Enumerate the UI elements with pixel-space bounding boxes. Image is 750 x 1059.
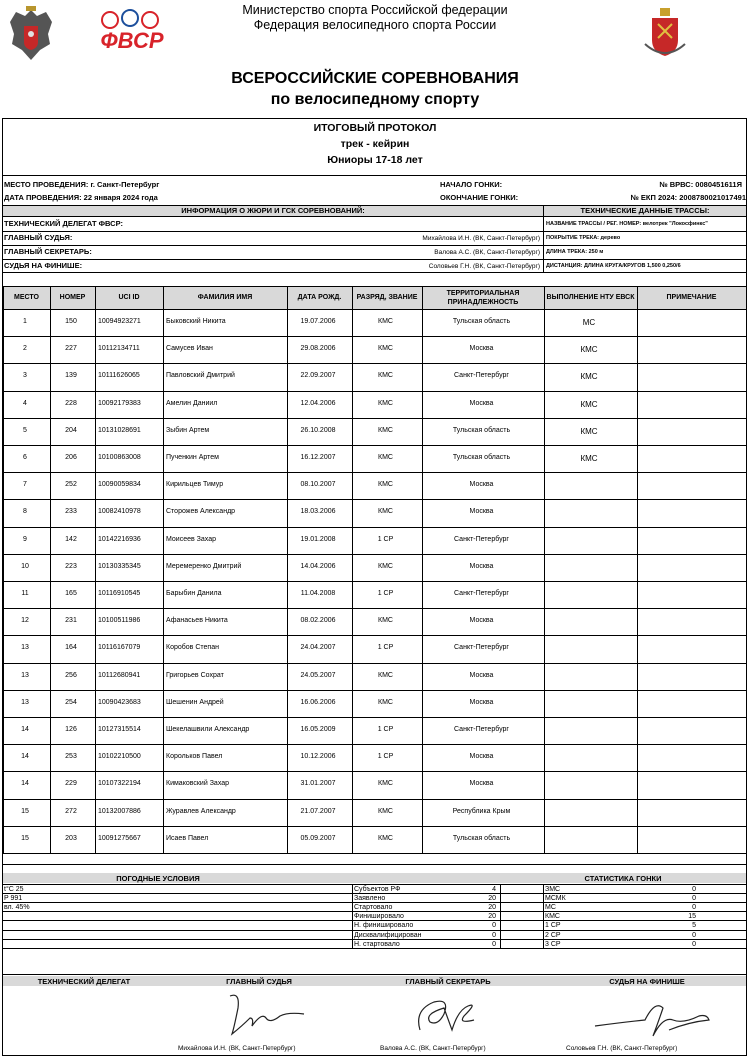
cell-birth-date: 16.05.2009 <box>300 726 336 733</box>
table-row <box>3 826 746 827</box>
cell-uci-id: 10100511986 <box>98 617 141 625</box>
track-info: ДИСТАНЦИЯ: ДЛИНА КРУГА/КРУГОВ 1,500 0,250/6 <box>546 263 681 269</box>
cell-birth-date: 24.05.2007 <box>300 671 336 679</box>
stat-label: МСМК <box>545 895 566 903</box>
signature-name: Валова А.С. (ВК, Санкт-Петербург) <box>380 1045 486 1052</box>
cell-region: Москва <box>469 753 494 761</box>
stat-label: Н. финишировало <box>354 922 414 930</box>
cell-place: 14 <box>21 780 29 788</box>
stat-value: 20 <box>488 913 496 921</box>
table-row <box>3 635 746 636</box>
federation-name: Федерация велосипедного спорта России <box>253 18 497 32</box>
column-header: UCI ID <box>118 294 140 301</box>
stat-value: 20 <box>488 895 496 903</box>
competition-title <box>0 68 750 110</box>
signature-role: ГЛАВНЫЙ СЕКРЕТАРЬ <box>405 977 491 986</box>
jury-label: ГЛАВНЫЙ СЕКРЕТАРЬ: <box>4 247 92 256</box>
cell-uci-id: 10107322194 <box>98 780 141 788</box>
stat-value: 0 <box>692 886 696 893</box>
fvsr-logo-text: ФВСР <box>100 28 164 53</box>
cell-evsk: КМС <box>580 426 598 436</box>
cell-region: Тульская область <box>452 834 511 842</box>
stat-label: Субъектов РФ <box>354 886 401 893</box>
cell-birth-date: 22.09.2007 <box>300 372 336 380</box>
cell-evsk: КМС <box>580 345 598 355</box>
cell-place: 13 <box>21 698 29 706</box>
cell-place: 3 <box>23 372 27 380</box>
ekp-number: № ЕКП 2024: 2008780021017491 <box>630 193 746 202</box>
cell-region: Тульская область <box>452 318 511 325</box>
stat-label: Дисквалифицирован <box>354 931 422 939</box>
jury-heading: ИНФОРМАЦИЯ О ЖЮРИ И ГСК СОРЕВНОВАНИЙ: <box>181 206 365 215</box>
table-row <box>3 581 746 582</box>
cell-region: Санкт-Петербург <box>454 644 509 652</box>
cell-region: Тульская область <box>452 454 511 461</box>
stat-label: МС <box>545 904 556 912</box>
cell-place: 9 <box>23 535 27 543</box>
event-date: ДАТА ПРОВЕДЕНИЯ: 22 января 2024 года <box>4 193 158 202</box>
cell-name: Кимаковский Захар <box>166 780 230 788</box>
cell-region: Москва <box>469 345 494 353</box>
cell-uci-id: 10100863008 <box>98 454 141 461</box>
cell-birth-date: 31.01.2007 <box>300 780 336 788</box>
cell-rank: КМС <box>378 780 393 788</box>
cell-name: Амелин Даниил <box>166 399 218 407</box>
protocol-discipline: трек - кейрин <box>340 138 410 150</box>
track-info: ПОКРЫТИЕ ТРЕКА: дерево <box>546 235 621 241</box>
cell-uci-id: 10092179383 <box>98 399 141 407</box>
cell-region: Москва <box>469 562 494 570</box>
column-header: РАЗРЯД, ЗВАНИЕ <box>356 294 418 301</box>
cell-birth-date: 05.09.2007 <box>300 834 336 842</box>
cell-number: 203 <box>65 834 77 842</box>
cell-name: Самусев Иван <box>166 345 213 353</box>
race-end: ОКОНЧАНИЕ ГОНКИ: <box>440 193 519 202</box>
cell-uci-id: 10130335345 <box>98 562 141 570</box>
cell-region: Москва <box>469 508 494 516</box>
cell-rank: КМС <box>378 834 393 842</box>
cell-place: 14 <box>21 753 29 761</box>
cell-birth-date: 19.07.2006 <box>300 318 336 325</box>
stat-value: 0 <box>692 904 696 912</box>
cell-name: Быковский Никита <box>166 318 226 325</box>
stat-label: Заявлено <box>354 895 386 903</box>
cell-region: Республика Крым <box>452 807 511 815</box>
title-line-2: по велосипедному спорту <box>270 91 480 108</box>
cell-name: Шешенин Андрей <box>166 698 224 706</box>
cell-uci-id: 10131028691 <box>98 426 141 434</box>
cell-birth-date: 10.12.2006 <box>300 753 336 761</box>
signature-image <box>590 992 720 1047</box>
track-info: НАЗВАНИЕ ТРАССЫ / РЕГ. НОМЕР: велотрек "Локосфинкс" <box>546 221 708 227</box>
stat-label: 1 СР <box>545 922 561 930</box>
table-row <box>3 336 746 337</box>
cell-place: 15 <box>21 807 29 815</box>
cell-name: Барыбин Данила <box>166 590 222 597</box>
cell-rank: 1 СР <box>377 535 394 543</box>
cell-birth-date: 11.04.2008 <box>300 590 336 597</box>
stats-heading: СТАТИСТИКА ГОНКИ <box>584 874 662 883</box>
table-row <box>3 445 746 446</box>
cell-place: 4 <box>23 399 27 407</box>
stat-value: 4 <box>492 886 496 893</box>
cell-evsk: КМС <box>580 399 598 409</box>
cell-number: 206 <box>65 454 77 461</box>
stat-value: 0 <box>692 940 696 948</box>
cell-number: 256 <box>65 671 77 679</box>
cell-number: 165 <box>65 590 77 597</box>
table-row <box>3 799 746 800</box>
cell-name: Шекелашвили Александр <box>166 726 250 733</box>
cell-uci-id: 10116167079 <box>98 644 141 652</box>
cell-evsk: КМС <box>580 454 598 463</box>
signature-role: ГЛАВНЫЙ СУДЬЯ <box>226 977 292 986</box>
stat-value: 0 <box>692 895 696 903</box>
cell-region: Санкт-Петербург <box>454 590 509 597</box>
weather-value: вл. 45% <box>4 904 30 912</box>
venue: МЕСТО ПРОВЕДЕНИЯ: г. Санкт-Петербург <box>4 180 160 189</box>
header-org <box>0 3 750 33</box>
cell-number: 233 <box>65 508 77 516</box>
column-header: МЕСТО <box>14 294 39 301</box>
cell-region: Москва <box>469 399 494 407</box>
cell-place: 5 <box>23 426 27 434</box>
table-row <box>3 717 746 718</box>
cell-number: 228 <box>65 399 77 407</box>
signature-image <box>220 988 310 1043</box>
cell-uci-id: 10132007886 <box>98 807 141 815</box>
jury-value: Михайлова И.Н. (ВК, Санкт-Петербург) <box>422 235 540 242</box>
cell-rank: 1 СР <box>377 753 394 761</box>
stat-value: 5 <box>692 922 696 930</box>
cell-place: 13 <box>21 671 29 679</box>
cell-birth-date: 14.04.2006 <box>300 562 336 570</box>
cell-rank: КМС <box>378 508 393 516</box>
stat-value: 20 <box>488 904 496 912</box>
cell-place: 13 <box>21 644 29 652</box>
cell-rank: КМС <box>378 426 393 434</box>
cell-number: 142 <box>65 535 77 543</box>
protocol-category: Юниоры 17-18 лет <box>327 154 423 166</box>
cell-birth-date: 12.04.2006 <box>300 399 336 407</box>
stat-value: 15 <box>688 913 696 921</box>
cell-birth-date: 08.02.2006 <box>300 617 336 625</box>
jury-value: Валова А.С. (ВК, Санкт-Петербург) <box>434 249 540 256</box>
cell-number: 229 <box>65 780 77 788</box>
table-row <box>3 853 746 854</box>
cell-name: Зыбин Артем <box>166 426 210 434</box>
cell-name: Григорьев Сохрат <box>166 671 224 679</box>
cell-birth-date: 29.08.2006 <box>300 345 336 353</box>
race-start: НАЧАЛО ГОНКИ: <box>440 180 503 189</box>
cell-rank: 1 СР <box>377 644 394 652</box>
ministry-name: Министерство спорта Российской федерации <box>242 3 508 17</box>
cell-number: 231 <box>65 617 77 625</box>
cell-name: Кирильцев Тимур <box>166 481 224 489</box>
stat-value: 0 <box>492 940 496 948</box>
stat-label: Стартовало <box>354 904 393 912</box>
cell-number: 223 <box>65 562 77 570</box>
cell-name: Моисеев Захар <box>166 535 216 543</box>
cell-rank: КМС <box>378 617 393 625</box>
stat-value: 0 <box>492 922 496 930</box>
cell-uci-id: 10142216936 <box>98 535 141 543</box>
cell-number: 227 <box>65 345 77 353</box>
cell-uci-id: 10127315514 <box>98 726 141 733</box>
cell-rank: КМС <box>378 399 393 407</box>
cell-number: 164 <box>65 644 77 652</box>
cell-number: 126 <box>65 726 77 733</box>
table-row <box>3 771 746 772</box>
cell-place: 11 <box>21 590 29 597</box>
cell-number: 139 <box>65 372 77 380</box>
cell-place: 15 <box>21 834 29 842</box>
cell-place: 14 <box>21 726 29 733</box>
stat-label: КМС <box>545 913 560 921</box>
cell-number: 150 <box>65 318 77 325</box>
table-row <box>3 391 746 392</box>
cell-name: Исаев Павел <box>166 834 209 842</box>
table-row <box>3 499 746 500</box>
cell-rank: КМС <box>378 562 393 570</box>
cell-birth-date: 08.10.2007 <box>300 481 336 489</box>
cell-region: Санкт-Петербург <box>454 535 509 543</box>
signature-role: ТЕХНИЧЕСКИЙ ДЕЛЕГАТ <box>37 977 131 986</box>
cell-region: Москва <box>469 671 494 679</box>
cell-region: Санкт-Петербург <box>454 726 509 733</box>
table-row <box>3 472 746 473</box>
cell-region: Москва <box>469 780 494 788</box>
cell-birth-date: 18.03.2006 <box>300 508 336 516</box>
cell-rank: 1 СР <box>377 590 394 597</box>
stat-label: 3 СР <box>545 940 561 948</box>
cell-uci-id: 10090059834 <box>98 481 141 489</box>
cell-birth-date: 21.07.2007 <box>300 807 336 815</box>
stat-label: Н. стартовало <box>354 940 400 948</box>
track-heading: ТЕХНИЧЕСКИЕ ДАННЫЕ ТРАССЫ: <box>580 206 710 215</box>
cell-number: 204 <box>65 426 77 434</box>
protocol-header <box>0 120 750 168</box>
cell-number: 254 <box>65 698 77 706</box>
cell-name: Пученкин Артем <box>166 454 219 461</box>
cell-region: Москва <box>469 481 494 489</box>
stat-value: 0 <box>492 931 496 939</box>
cell-rank: КМС <box>378 481 393 489</box>
cell-region: Москва <box>469 617 494 625</box>
cell-region: Москва <box>469 698 494 706</box>
column-header: НОМЕР <box>59 294 86 301</box>
signature-image <box>400 990 490 1045</box>
cell-birth-date: 26.10.2008 <box>300 426 336 434</box>
cell-place: 8 <box>23 508 27 516</box>
cell-birth-date: 19.01.2008 <box>300 535 336 543</box>
jury-label: ТЕХНИЧЕСКИЙ ДЕЛЕГАТ ФВСР: <box>4 219 123 228</box>
track-info: ДЛИНА ТРЕКА: 250 м <box>546 249 604 255</box>
cell-name: Афанасьев Никита <box>166 617 228 625</box>
cell-name: Меремеренко Дмитрий <box>166 562 242 570</box>
cell-rank: КМС <box>378 345 393 353</box>
signature-name: Соловьев Г.Н. (ВК, Санкт-Петербург) <box>566 1045 678 1052</box>
cell-evsk: МС <box>582 318 596 327</box>
table-row <box>3 418 746 419</box>
table-row <box>3 554 746 555</box>
cell-rank: КМС <box>378 671 393 679</box>
cell-uci-id: 10112134711 <box>98 345 140 353</box>
jury-label: СУДЬЯ НА ФИНИШЕ: <box>4 261 83 270</box>
column-header: ТЕРРИТОРИАЛЬНАЯ ПРИНАДЛЕЖНОСТЬ <box>446 289 520 306</box>
cell-rank: КМС <box>378 318 393 325</box>
cell-place: 6 <box>23 454 27 461</box>
table-row <box>3 527 746 528</box>
cell-number: 252 <box>65 481 77 489</box>
jury-label: ГЛАВНЫЙ СУДЬЯ: <box>4 233 73 242</box>
cell-uci-id: 10112680941 <box>98 671 141 679</box>
column-header: ФАМИЛИЯ ИМЯ <box>197 294 253 301</box>
cell-place: 10 <box>21 562 29 570</box>
table-row <box>3 363 746 364</box>
stat-value: 0 <box>692 931 696 939</box>
signature-role: СУДЬЯ НА ФИНИШЕ <box>609 977 685 986</box>
weather-heading: ПОГОДНЫЕ УСЛОВИЯ <box>116 874 200 883</box>
table-row <box>3 663 746 664</box>
stat-label: Финишировало <box>354 913 404 921</box>
cell-uci-id: 10102210500 <box>98 753 141 761</box>
jury-value: Соловьев Г.Н. (ВК, Санкт-Петербург) <box>428 263 540 270</box>
cell-place: 2 <box>23 345 27 353</box>
cell-place: 7 <box>23 481 27 489</box>
cell-name: Сторожев Александр <box>166 508 236 516</box>
cell-name: Коробов Степан <box>166 644 219 652</box>
cell-uci-id: 10091275667 <box>98 834 141 842</box>
cell-birth-date: 24.04.2007 <box>300 644 336 652</box>
signature-name: Михайлова И.Н. (ВК, Санкт-Петербург) <box>178 1045 296 1052</box>
table-row <box>3 608 746 609</box>
table-row <box>3 744 746 745</box>
cell-rank: КМС <box>378 698 393 706</box>
column-header: ВЫПОЛНЕНИЕ НТУ ЕВСК <box>546 294 635 301</box>
cell-uci-id: 10116910545 <box>98 590 141 597</box>
cell-region: Тульская область <box>452 426 511 434</box>
cell-rank: КМС <box>378 372 393 380</box>
cell-birth-date: 16.12.2007 <box>300 454 336 461</box>
column-header: ДАТА РОЖД. <box>297 294 342 301</box>
cell-number: 272 <box>65 807 77 815</box>
cell-uci-id: 10111626065 <box>98 372 140 380</box>
stat-label: 2 СР <box>545 931 561 939</box>
title-line-1: ВСЕРОССИЙСКИЕ СОРЕВНОВАНИЯ <box>231 70 519 87</box>
weather-value: t°C 25 <box>4 886 24 893</box>
cell-number: 253 <box>65 753 77 761</box>
cell-place: 12 <box>21 617 29 625</box>
cell-uci-id: 10094923271 <box>98 318 141 325</box>
table-row <box>3 690 746 691</box>
cell-place: 1 <box>23 318 27 325</box>
cell-uci-id: 10082410978 <box>98 508 141 516</box>
cell-rank: КМС <box>378 807 393 815</box>
cell-region: Санкт-Петербург <box>454 372 509 380</box>
cell-birth-date: 16.06.2006 <box>300 698 336 706</box>
cell-rank: КМС <box>378 454 393 461</box>
cell-uci-id: 10090423683 <box>98 698 141 706</box>
cell-name: Корольков Павел <box>166 753 223 761</box>
weather-value: P 991 <box>4 895 23 903</box>
column-header: ПРИМЕЧАНИЕ <box>666 294 717 301</box>
cell-evsk: КМС <box>580 372 598 382</box>
cell-name: Журавлев Александр <box>166 807 236 815</box>
stat-label: ЗМС <box>545 886 561 893</box>
cell-rank: 1 СР <box>377 726 394 733</box>
cell-name: Павловский Дмитрий <box>166 372 235 380</box>
protocol-name: ИТОГОВЫЙ ПРОТОКОЛ <box>313 122 437 134</box>
vrvs-number: № ВРВС: 0080451611Я <box>659 180 742 189</box>
